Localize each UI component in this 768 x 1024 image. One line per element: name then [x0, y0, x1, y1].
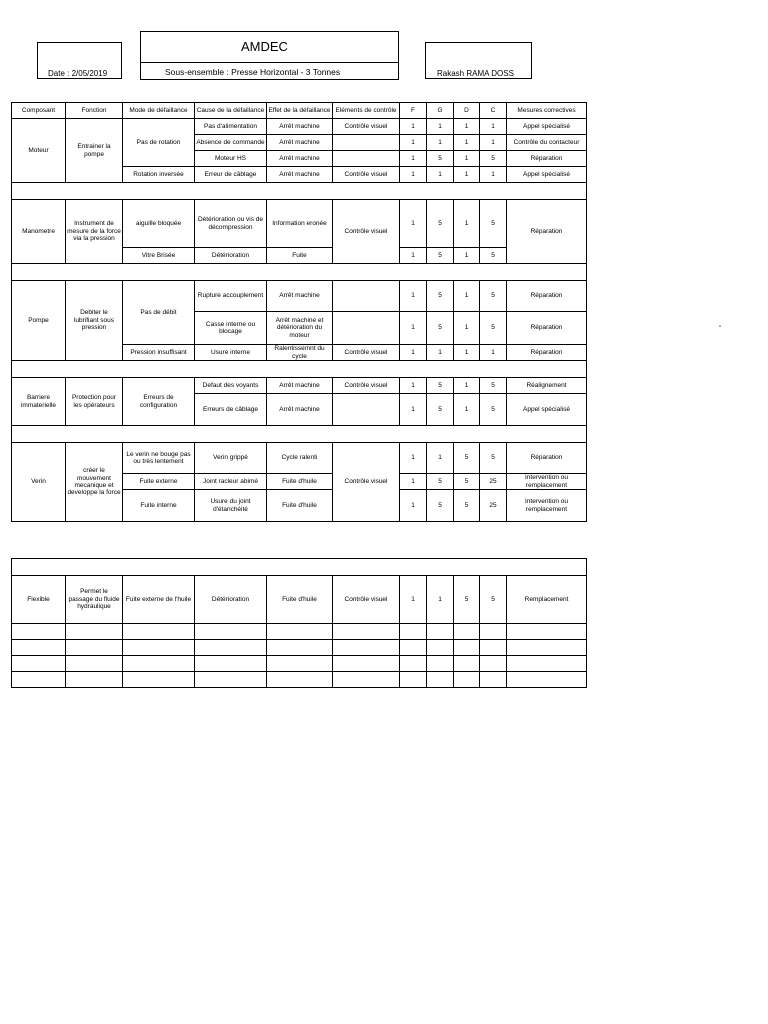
effect-cell: Arrêt machine et détérioration du moteur: [267, 312, 333, 345]
effect-cell: Fuite d'huile: [267, 474, 333, 490]
c-cell: 25: [480, 490, 507, 522]
measure-cell: Réparation: [507, 443, 587, 474]
measure-cell: Intervention ou remplacement: [507, 474, 587, 490]
cause-cell: Defaut des voyants: [195, 378, 267, 394]
effect-cell: Fuite d'huile: [267, 576, 333, 624]
measure-cell: Réparation: [507, 345, 587, 361]
f-cell: 1: [400, 490, 427, 522]
component-cell: Moteur: [12, 119, 66, 183]
cause-cell: Pas d'alimentation: [195, 119, 267, 135]
control-cell: Contrôle visuel: [333, 443, 400, 522]
c-cell: 5: [480, 151, 507, 167]
c-cell: 5: [480, 281, 507, 312]
measure-cell: Réparation: [507, 281, 587, 312]
measure-cell: Réparation: [507, 312, 587, 345]
c-cell: 1: [480, 167, 507, 183]
cause-cell: Verin grippé: [195, 443, 267, 474]
measure-cell: Appel spécialisé: [507, 394, 587, 426]
d-cell: 1: [454, 394, 480, 426]
cause-cell: Rupture accouplement: [195, 281, 267, 312]
mode-cell: Rotation inversée: [123, 167, 195, 183]
col-header: G: [427, 103, 454, 119]
table-row: [12, 200, 587, 248]
mode-cell: Fuite externe de l'huile: [123, 576, 195, 624]
mode-cell: Fuite externe: [123, 474, 195, 490]
f-cell: 1: [400, 248, 427, 264]
spacer-row: [12, 264, 587, 281]
table-row: [12, 443, 587, 474]
d-cell: 1: [454, 248, 480, 264]
f-cell: 1: [400, 200, 427, 248]
table-row: [12, 378, 587, 394]
function-cell: Instrument de mesure de la force via la pression: [66, 200, 123, 264]
col-header: Cause de la défaillance: [195, 103, 267, 119]
measure-cell: Contrôle du contacteur: [507, 135, 587, 151]
col-header: Mesures correctives: [507, 103, 587, 119]
effect-cell: Arrêt machine: [267, 167, 333, 183]
cause-cell: Détérioration: [195, 576, 267, 624]
c-cell: 1: [480, 119, 507, 135]
d-cell: 1: [454, 119, 480, 135]
d-cell: 1: [454, 167, 480, 183]
cause-cell: Usure du joint d'étanchéité: [195, 490, 267, 522]
author-name: Rakash RAMA DOSS: [437, 69, 514, 78]
f-cell: 1: [400, 312, 427, 345]
cause-cell: Erreurs de câblage: [195, 394, 267, 426]
function-cell: Permet le passage du fluide hydraulique: [66, 576, 123, 624]
d-cell: 5: [454, 490, 480, 522]
cause-cell: Détérioration ou vis de décompression: [195, 200, 267, 248]
f-cell: 1: [400, 378, 427, 394]
table-row: [12, 281, 587, 312]
measure-cell: Intervention ou remplacement: [507, 490, 587, 522]
effect-cell: Arrêt machine: [267, 135, 333, 151]
c-cell: 5: [480, 248, 507, 264]
f-cell: 1: [400, 345, 427, 361]
g-cell: 1: [427, 443, 454, 474]
measure-cell: Appel spécialisé: [507, 167, 587, 183]
spacer-row: [12, 361, 587, 378]
f-cell: 1: [400, 135, 427, 151]
d-cell: 1: [454, 281, 480, 312]
control-cell: [333, 312, 400, 345]
c-cell: 5: [480, 394, 507, 426]
component-cell: Pompe: [12, 281, 66, 361]
d-cell: 1: [454, 345, 480, 361]
g-cell: 1: [427, 135, 454, 151]
cause-cell: Usure interne: [195, 345, 267, 361]
component-cell: Manometre: [12, 200, 66, 264]
c-cell: 5: [480, 378, 507, 394]
g-cell: 5: [427, 394, 454, 426]
col-header: Effet de la défaillance: [267, 103, 333, 119]
d-cell: 5: [454, 443, 480, 474]
date-text: Date : 2/05/2019: [48, 69, 108, 78]
control-cell: [333, 135, 400, 151]
d-cell: 1: [454, 200, 480, 248]
effect-cell: Fuite d'huile: [267, 490, 333, 522]
measure-cell: Appel spécialisé: [507, 119, 587, 135]
g-cell: 5: [427, 248, 454, 264]
mode-cell: aiguille bloquée: [123, 200, 195, 248]
f-cell: 1: [400, 167, 427, 183]
effect-cell: Ralentissemnt du cycle: [267, 345, 333, 361]
g-cell: 5: [427, 200, 454, 248]
f-cell: 1: [400, 443, 427, 474]
function-cell: Debiter le lubrifiant sous pression: [66, 281, 123, 361]
function-cell: Entrainer la pompe: [66, 119, 123, 183]
c-cell: 1: [480, 135, 507, 151]
control-cell: [333, 281, 400, 312]
col-header: F: [400, 103, 427, 119]
mode-cell: Pression insuffisant: [123, 345, 195, 361]
table-row: [12, 119, 587, 135]
d-cell: 1: [454, 312, 480, 345]
flexible-table: [11, 558, 587, 688]
control-cell: [333, 151, 400, 167]
g-cell: 5: [427, 312, 454, 345]
table-row: [12, 576, 587, 624]
d-cell: 1: [454, 151, 480, 167]
c-cell: 1: [480, 345, 507, 361]
measure-cell: Réparation: [507, 151, 587, 167]
g-cell: 1: [427, 345, 454, 361]
document-title: AMDEC: [241, 39, 288, 54]
cause-cell: Erreur de câblage: [195, 167, 267, 183]
mode-cell: Vitre Brisée: [123, 248, 195, 264]
cause-cell: Casse interne ou blocage: [195, 312, 267, 345]
g-cell: 5: [427, 281, 454, 312]
control-cell: [333, 394, 400, 426]
control-cell: Contrôle visuel: [333, 576, 400, 624]
component-cell: Flexible: [12, 576, 66, 624]
g-cell: 5: [427, 474, 454, 490]
effect-cell: Arrêt machine: [267, 281, 333, 312]
mode-cell: Erreurs de configuration: [123, 378, 195, 426]
spacer-row: [12, 183, 587, 200]
effect-cell: Arrêt machine: [267, 378, 333, 394]
f-cell: 1: [400, 119, 427, 135]
effect-cell: Information eronée: [267, 200, 333, 248]
c-cell: 5: [480, 312, 507, 345]
function-cell: Protection pour les opérateurs: [66, 378, 123, 426]
g-cell: 5: [427, 378, 454, 394]
cause-cell: Joint racleur abimé: [195, 474, 267, 490]
cause-cell: Détérioration: [195, 248, 267, 264]
d-cell: 5: [454, 474, 480, 490]
f-cell: 1: [400, 576, 427, 624]
control-cell: Contrôle visuel: [333, 345, 400, 361]
f-cell: 1: [400, 151, 427, 167]
c-cell: 5: [480, 443, 507, 474]
component-cell: Barriere immaterielle: [12, 378, 66, 426]
effect-cell: Arrêt machine: [267, 394, 333, 426]
subassembly-text: Sous-ensemble : Presse Horizontal - 3 Tonnes: [165, 67, 341, 77]
col-header: Eléments de contrôle: [333, 103, 400, 119]
col-header: Fonction: [66, 103, 123, 119]
cause-cell: Absence de commande: [195, 135, 267, 151]
f-cell: 1: [400, 281, 427, 312]
empty-row: [12, 624, 587, 640]
stray-mark: ": [719, 326, 722, 332]
c-cell: 5: [480, 200, 507, 248]
d-cell: 1: [454, 135, 480, 151]
g-cell: 1: [427, 119, 454, 135]
mode-cell: Pas de rotation: [123, 119, 195, 167]
header-row: [12, 103, 587, 119]
empty-row: [12, 672, 587, 688]
mode-cell: Fuite interne: [123, 490, 195, 522]
col-header: Composant: [12, 103, 66, 119]
col-header: D: [454, 103, 480, 119]
component-cell: Verin: [12, 443, 66, 522]
effect-cell: Arrêt machine: [267, 151, 333, 167]
control-cell: Contrôle visuel: [333, 200, 400, 264]
function-cell: créer le mouvement mecanique et developpe la force: [66, 443, 123, 522]
measure-cell: Remplacement: [507, 576, 587, 624]
f-cell: 1: [400, 394, 427, 426]
effect-cell: Cycle ralenti: [267, 443, 333, 474]
c-cell: 25: [480, 474, 507, 490]
empty-row: [12, 656, 587, 672]
amdec-table: [11, 102, 587, 522]
g-cell: 5: [427, 151, 454, 167]
d-cell: 5: [454, 576, 480, 624]
control-cell: Contrôle visuel: [333, 119, 400, 135]
empty-row: [12, 640, 587, 656]
c-cell: 5: [480, 576, 507, 624]
cause-cell: Moteur HS: [195, 151, 267, 167]
mode-cell: Le verin ne bouge pas ou très lentement: [123, 443, 195, 474]
spacer-row: [12, 426, 587, 443]
mode-cell: Pas de débit: [123, 281, 195, 345]
g-cell: 5: [427, 490, 454, 522]
f-cell: 1: [400, 474, 427, 490]
col-header: Mode de défaillance: [123, 103, 195, 119]
measure-cell: Réparation: [507, 200, 587, 264]
col-header: C: [480, 103, 507, 119]
effect-cell: Arrêt machine: [267, 119, 333, 135]
control-cell: Contrôle visuel: [333, 378, 400, 394]
control-cell: Contrôle visuel: [333, 167, 400, 183]
g-cell: 1: [427, 576, 454, 624]
effect-cell: Fuite: [267, 248, 333, 264]
g-cell: 1: [427, 167, 454, 183]
measure-cell: Réalignement: [507, 378, 587, 394]
spacer-row: [12, 559, 587, 576]
d-cell: 1: [454, 378, 480, 394]
